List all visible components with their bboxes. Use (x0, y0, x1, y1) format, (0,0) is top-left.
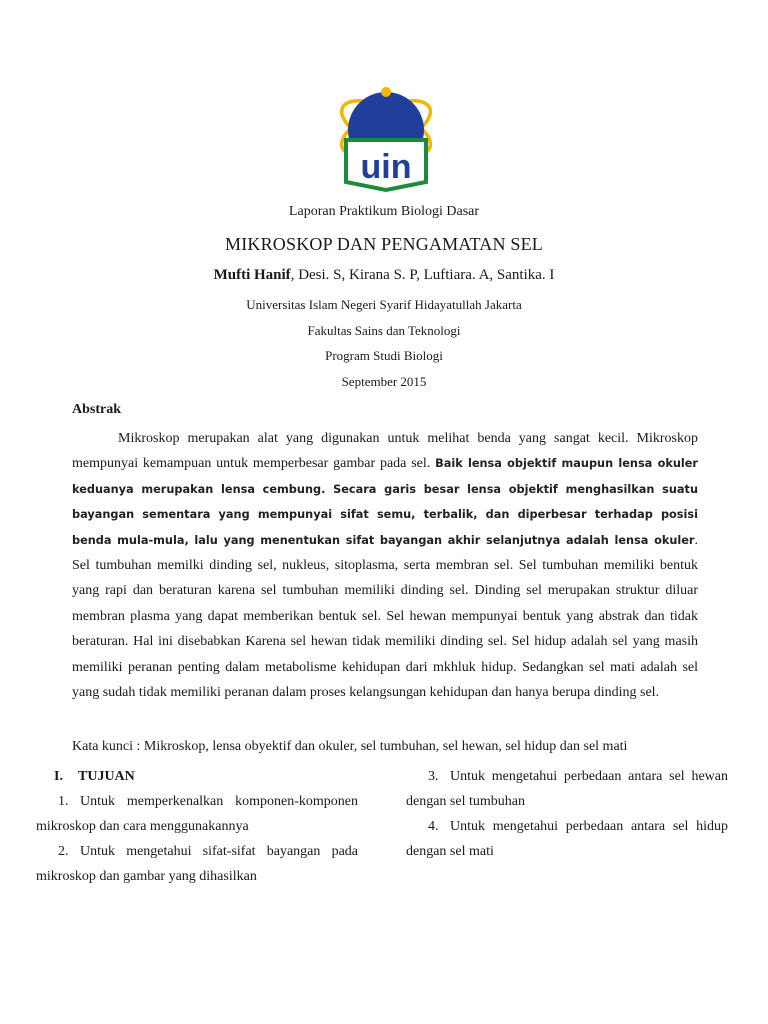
lead-author: Mufti Hanif (213, 267, 291, 283)
paper-title: MIKROSKOP DAN PENGAMATAN SEL (224, 234, 544, 254)
abstract-part-3: . Sel tumbuhan memilki dinding sel, nukleus, sitoplasma, serta membran sel. Sel tumbuhan memiliki bentuk yang rapi dan beraturan karena sel tumbuhan memiliki dinding sel. Dinding sel merupakan struktur diluar membran plasma yang dapat memberikan bentuk sel. Sel hewan mempunyai bentuk yang abstrak dan tidak beraturan. Hal ini disebabkan Karena sel hewan tidak memiliki dinding sel. Sel hidup adalah sel yang masih memiliki peranan penting dalam metabolisme kehidupan dari mkhluk hidup. Sedangkan sel mati adalah sel yang sudah tidak memiliki peranan dalam proses kelangsungan kehidupan dan hanya berupa dinding sel. (72, 532, 698, 701)
uin-logo (334, 82, 438, 196)
affiliation-program: Program Studi Biologi (325, 348, 443, 363)
keywords: Kata kunci : Mikroskop, lensa obyektif dan okuler, sel tumbuhan, sel hewan, sel hidup dan sel mati (72, 739, 628, 754)
report-type: Laporan Praktikum Biologi Dasar (288, 204, 480, 219)
section-number: I. (54, 769, 63, 784)
left-column (36, 764, 358, 889)
right-column (406, 764, 728, 864)
abstract-body (72, 426, 698, 705)
logo-lettering: uin (360, 148, 412, 186)
abstract-part-2: Baik lensa objektif maupun lensa okuler keduanya merupakan lensa cembung. Secara garis besar lensa objektif menghasilkan suatu bayangan sementara yang mempunyai sifat semu, terbalik, dan diperbesar terhadap posisi benda mula-mula, lalu yang menentukan sifat bayangan akhir selanjutnya adalah lensa okuler (72, 457, 698, 547)
co-authors: , Desi. S, Kirana S. P, Luftiara. A, Santika. I (290, 267, 555, 283)
list-item: 3. Untuk mengetahui perbedaan antara sel hewan dengan sel tumbuhan (406, 769, 728, 809)
abstract-part-1: Mikroskop merupakan alat yang digunakan untuk melihat benda yang sangat kecil. Mikroskop mempunyai kemampuan untuk memperbesar gambar pada sel. (72, 431, 698, 472)
section-heading (36, 764, 358, 789)
list-item: 1. Untuk memperkenalkan komponen-komponen mikroskop dan cara menggunakannya (36, 794, 358, 834)
abstract-heading: Abstrak (72, 402, 122, 417)
author-list (0, 265, 768, 285)
section-title: TUJUAN (78, 769, 135, 784)
paper-date: September 2015 (341, 374, 427, 389)
list-item: 4. Untuk mengetahui perbedaan antara sel hidup dengan sel mati (406, 819, 728, 859)
affiliation-faculty: Fakultas Sains dan Teknologi (307, 323, 461, 338)
affiliation-university: Universitas Islam Negeri Syarif Hidayatullah Jakarta (246, 297, 522, 312)
list-item: 2. Untuk mengetahui sifat-sifat bayangan pada mikroskop dan gambar yang dihasilkan (36, 844, 358, 884)
